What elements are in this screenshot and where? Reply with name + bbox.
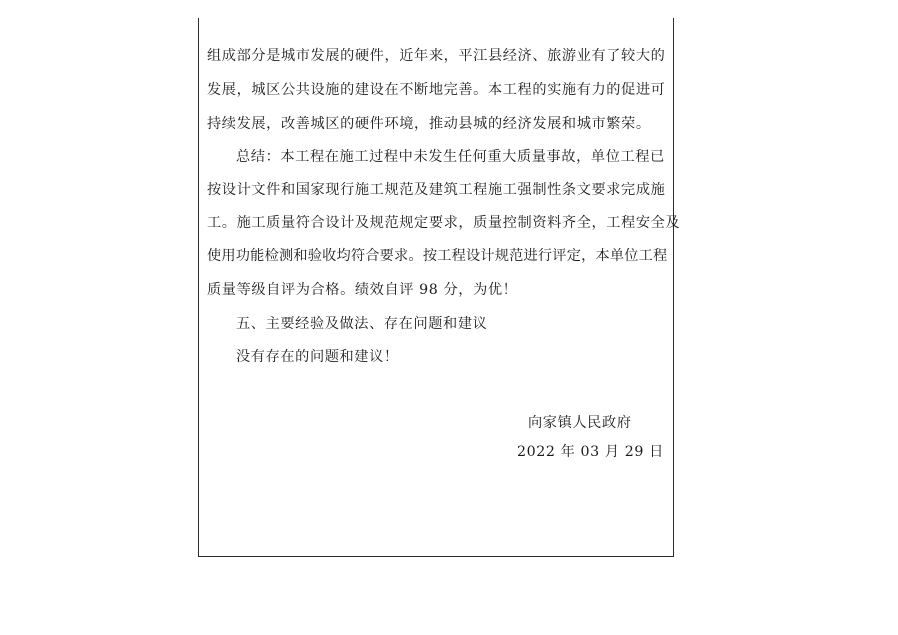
section-content: 没有存在的问题和建议！ [236, 349, 399, 365]
summary-paragraph-line: 总结：本工程在施工过程中未发生任何重大质量事故，单位工程已 [236, 149, 665, 165]
signature-date: 2022 年 03 月 29 日 [517, 444, 664, 460]
paragraph-line: 持续发展，改善城区的硬件环境，推动县城的经济发展和城市繁荣。 [207, 116, 651, 132]
summary-paragraph-line: 工。施工质量符合设计及规范规定要求，质量控制资料齐全，工程安全及 [207, 215, 681, 231]
summary-paragraph-line: 使用功能检测和验收均符合要求。按工程设计规范进行评定，本单位工程 [207, 248, 668, 264]
paragraph-line: 组成部分是城市发展的硬件，近年来，平江县经济、旅游业有了较大的 [207, 48, 666, 64]
summary-paragraph-line: 按设计文件和国家现行施工规范及建筑工程施工强制性条文要求完成施 [207, 182, 666, 198]
section-heading: 五、主要经验及做法、存在问题和建议 [236, 316, 488, 332]
paragraph-line: 发展，城区公共设施的建设在不断地完善。本工程的实施有力的促进可 [207, 82, 666, 98]
signature-organization: 向家镇人民政府 [528, 415, 632, 431]
summary-paragraph-line: 质量等级自评为合格。绩效自评 98 分，为优！ [207, 282, 518, 298]
